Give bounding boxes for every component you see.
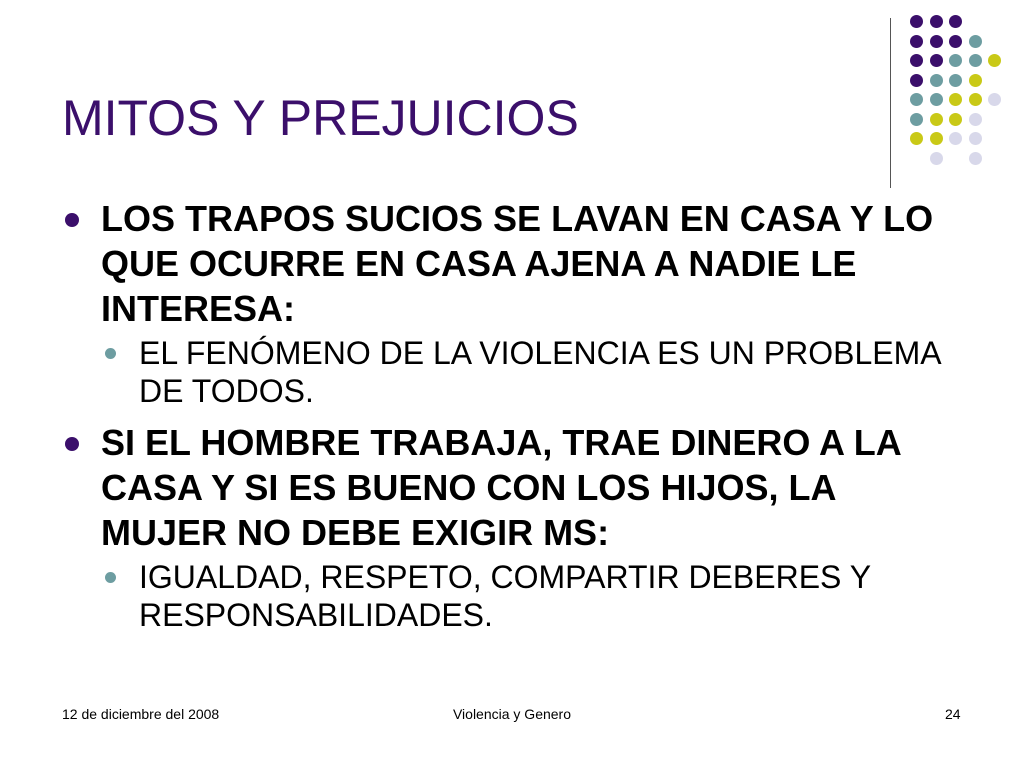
decorative-dot-purple <box>949 35 962 48</box>
decorative-dot-yellow <box>988 54 1001 67</box>
decorative-dot-teal <box>910 113 923 126</box>
sub-bullet-text: IGUALDAD, RESPETO, COMPARTIR DEBERES Y RESPONSABILIDADES. <box>139 559 871 633</box>
slide-number: 24 <box>945 706 961 722</box>
sub-bullet-item <box>102 558 962 634</box>
bullet-marker-icon <box>65 437 79 451</box>
slide-title <box>62 88 579 148</box>
decorative-dot-teal <box>949 54 962 67</box>
decorative-dot-yellow <box>930 132 943 145</box>
decorative-dot-purple <box>930 35 943 48</box>
decorative-dot-purple <box>910 74 923 87</box>
sub-bullet-text: EL FENÓMENO DE LA VIOLENCIA ES UN PROBLEMA DE TODOS. <box>139 335 940 409</box>
decorative-dot-purple <box>949 15 962 28</box>
bullet-marker-icon <box>65 213 79 227</box>
footer-date: 12 de diciembre del 2008 <box>62 706 220 722</box>
bullet-item <box>62 420 962 555</box>
decorative-dot-teal <box>969 54 982 67</box>
decorative-dot-teal <box>949 74 962 87</box>
decorative-dot-purple <box>930 15 943 28</box>
decorative-dot-teal <box>930 93 943 106</box>
footer-center <box>0 706 1024 722</box>
decorative-dot-lavender <box>969 113 982 126</box>
decorative-dot-purple <box>930 54 943 67</box>
decorative-dot-teal <box>910 93 923 106</box>
bullet-item <box>62 196 962 331</box>
decorative-dot-teal <box>930 74 943 87</box>
decorative-dot-lavender <box>930 152 943 165</box>
decorative-divider-line <box>890 18 891 188</box>
bullet-list <box>62 196 962 644</box>
decorative-dot-lavender <box>969 132 982 145</box>
decorative-dot-yellow <box>930 113 943 126</box>
footer-center-text: Violencia y Genero <box>452 706 572 722</box>
decorative-dot-purple <box>910 15 923 28</box>
sub-bullet-marker-icon <box>105 572 116 583</box>
decorative-dot-yellow <box>969 74 982 87</box>
sub-bullet-item <box>102 334 962 410</box>
decorative-dot-grid <box>910 15 1010 165</box>
decorative-dot-purple <box>910 35 923 48</box>
decorative-dot-yellow <box>949 93 962 106</box>
decorative-dot-yellow <box>949 113 962 126</box>
decorative-dot-yellow <box>969 93 982 106</box>
bullet-text: SI EL HOMBRE TRABAJA, TRAE DINERO A LA CASA Y SI ES BUENO CON LOS HIJOS, LA MUJER NO DEBE EXIGIR MS: <box>101 422 901 553</box>
slide-title-text: MITOS Y PREJUICIOS <box>62 90 579 146</box>
decorative-dot-yellow <box>910 132 923 145</box>
decorative-dot-teal <box>969 35 982 48</box>
bullet-text: LOS TRAPOS SUCIOS SE LAVAN EN CASA Y LO QUE OCURRE EN CASA AJENA A NADIE LE INTERESA: <box>101 198 934 329</box>
sub-bullet-marker-icon <box>105 348 116 359</box>
decorative-dot-purple <box>910 54 923 67</box>
decorative-dot-lavender <box>969 152 982 165</box>
decorative-dot-lavender <box>988 93 1001 106</box>
decorative-dot-lavender <box>949 132 962 145</box>
